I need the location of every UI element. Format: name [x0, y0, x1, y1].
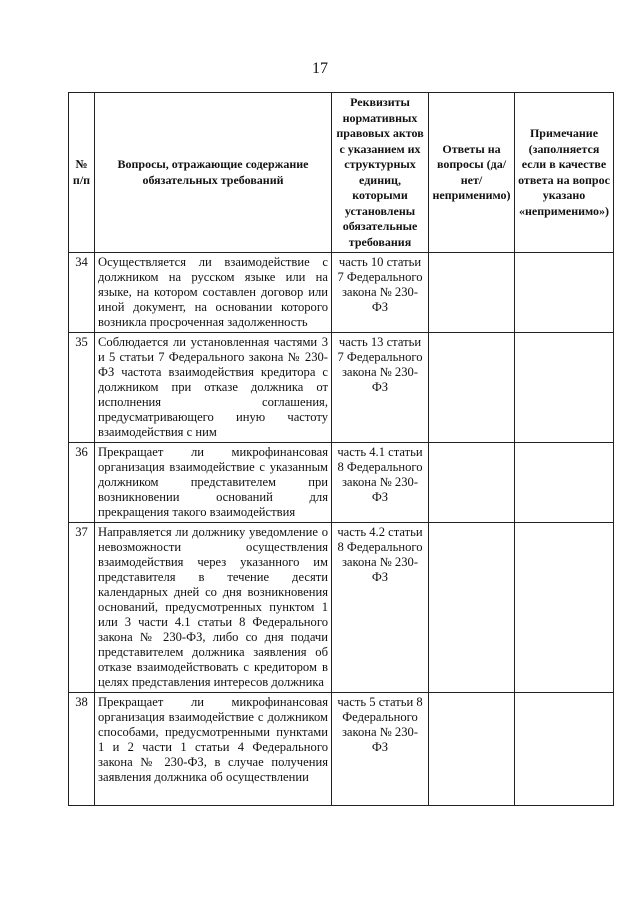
row-num: 38 — [69, 693, 95, 806]
table-row — [69, 693, 614, 806]
header-num: № п/п — [69, 93, 95, 253]
table-row — [69, 333, 614, 443]
page-number: 17 — [312, 60, 328, 77]
row-requisite: часть 10 статьи 7 Федерального закона № 230-ФЗ — [332, 253, 429, 333]
row-answer[interactable] — [429, 253, 515, 333]
row-question: Соблюдается ли установленная частями 3 и 5 статьи 7 Федерального закона № 230-ФЗ частота взаимодействия кредитора с должником при отказе должника от исполнения соглашения, предусматривающего иную частоту взаимодействия с ним — [95, 333, 332, 443]
row-note[interactable] — [515, 693, 614, 806]
table-header-row — [69, 93, 614, 253]
row-answer[interactable] — [429, 693, 515, 806]
row-num: 34 — [69, 253, 95, 333]
row-num: 37 — [69, 523, 95, 693]
header-answers: Ответы на вопросы (да/нет/ неприменимо) — [429, 93, 515, 253]
row-note[interactable] — [515, 333, 614, 443]
row-requisite: часть 13 статьи 7 Федерального закона № 230-ФЗ — [332, 333, 429, 443]
header-note: Примечание (заполняется если в качестве ответа на вопрос указано «неприменимо») — [515, 93, 614, 253]
row-num: 35 — [69, 333, 95, 443]
table-row — [69, 523, 614, 693]
row-question: Прекращает ли микрофинансовая организация взаимодействие с указанным должником представителем при возникновении оснований для прекращения такого взаимодействия — [95, 443, 332, 523]
row-num: 36 — [69, 443, 95, 523]
row-answer[interactable] — [429, 333, 515, 443]
table-row — [69, 253, 614, 333]
row-note[interactable] — [515, 253, 614, 333]
row-question: Направляется ли должнику уведомление о невозможности осуществления взаимодействия через указанного им представителя в течение десяти календарных дней со дня возникновения оснований, предусмотренных пунктом 1 или 3 части 4.1 статьи 8 Федерального закона № 230-ФЗ, либо со дня подачи представителем должника заявления об отказе взаимодействовать с кредитором в целях представления интересов должника — [95, 523, 332, 693]
table-row — [69, 443, 614, 523]
row-answer[interactable] — [429, 523, 515, 693]
row-answer[interactable] — [429, 443, 515, 523]
row-question: Осуществляется ли взаимодействие с должником на русском языке или на языке, на котором составлен договор или иной документ, на основании которого возникла просроченная задолженность — [95, 253, 332, 333]
row-requisite: часть 4.2 статьи 8 Федерального закона № 230-ФЗ — [332, 523, 429, 693]
header-requisites: Реквизиты нормативных правовых актов с указанием их структурных единиц, которыми установлены обязательные требования — [332, 93, 429, 253]
row-requisite: часть 5 статьи 8 Федерального закона № 230-ФЗ — [332, 693, 429, 806]
requirements-table — [68, 92, 614, 806]
row-question: Прекращает ли микрофинансовая организация взаимодействие с должником способами, предусмотренными пунктами 1 и 2 части 1 статьи 4 Федерального закона № 230-ФЗ, в случае получения заявления должника об осуществлении — [95, 693, 332, 806]
row-note[interactable] — [515, 443, 614, 523]
header-questions: Вопросы, отражающие содержание обязательных требований — [95, 93, 332, 253]
row-note[interactable] — [515, 523, 614, 693]
row-requisite: часть 4.1 статьи 8 Федерального закона № 230-ФЗ — [332, 443, 429, 523]
